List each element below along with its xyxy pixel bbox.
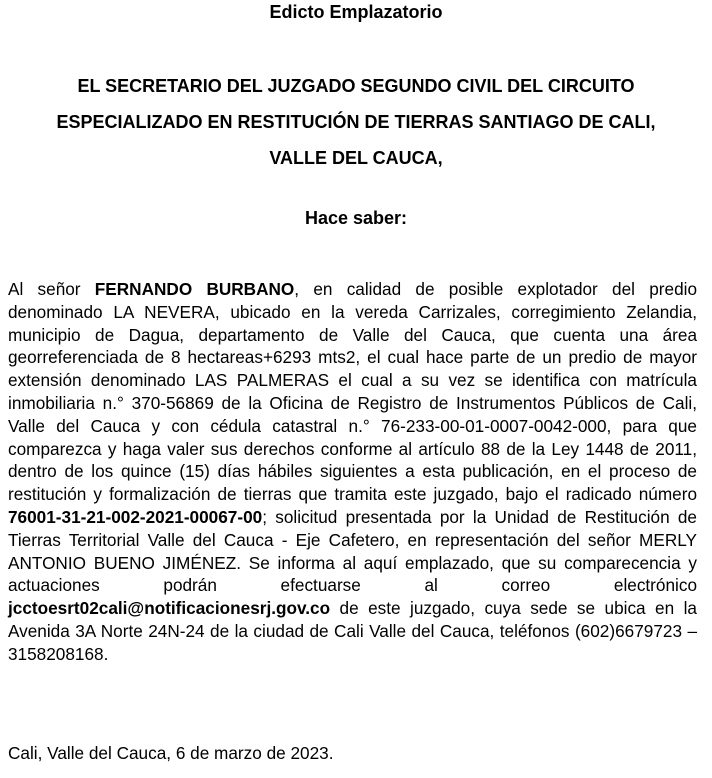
body-court-address: de este juzgado, cuya sede se ubica en la Avenida 3A Norte 24N-24 de la ciudad de Cali Valle del Cauca, teléfonos (602)6679723 – 3158208168. [8, 598, 697, 664]
court-email: jcctoesrt02cali@notificacionesrj.gov.co [8, 598, 331, 619]
body-request-details: ; solicitud presentada por la Unidad de Restitución de Tierras Territorial Valle del Cauca - Eje Cafetero, en representación del señor MERLY ANTONIO BUENO JIMÉNEZ. Se informa al aquí emplazado, que su comparecencia y actuaciones podrán efectuarse al correo electrónico [8, 506, 697, 596]
issuer-heading [0, 68, 712, 176]
body-property-details: , en calidad de posible explotador del predio denominado LA NEVERA, ubicado en la vereda Carrizales, corregimiento Zelandia, municipio de Dagua, departamento de Valle del Cauca, que cuenta una área georreferenciada de 8 hectareas+6293 mts2, el cual hace parte de un predio de mayor extensión denominado LAS PALMERAS el cual a su vez se identifica con matrícula inmobiliaria n.° 370-56869 de la Oficina de Registro de Instrumentos Públicos de Cali, Valle del Cauca y con cédula catastral n.° 76-233-00-01-0007-0042-000, para que comparezca y haga valer sus derechos conforme al artículo 88 de la Ley 1448 de 2011, dentro de los quince (15) días hábiles siguientes a esta publicación, en el proceso de restitución y formalización de tierras que tramita este juzgado, bajo el radicado número [8, 279, 698, 505]
issuer-line-1: EL SECRETARIO DEL JUZGADO SEGUNDO CIVIL DEL CIRCUITO [77, 76, 635, 96]
issuer-line-2: ESPECIALIZADO EN RESTITUCIÓN DE TIERRAS SANTIAGO DE CALI, [56, 112, 656, 132]
edict-date: Cali, Valle del Cauca, 6 de marzo de 2023. [8, 743, 334, 763]
hace-saber-heading: Hace saber: [304, 208, 408, 228]
edict-body [8, 278, 697, 666]
summoned-person-name: FERNANDO BURBANO [94, 279, 295, 299]
case-number: 76001-31-21-002-2021-00067-00 [8, 506, 263, 527]
body-intro: Al señor [8, 279, 95, 299]
edict-title: Edicto Emplazatorio [269, 2, 443, 22]
issuer-line-3: VALLE DEL CAUCA, [269, 148, 443, 168]
